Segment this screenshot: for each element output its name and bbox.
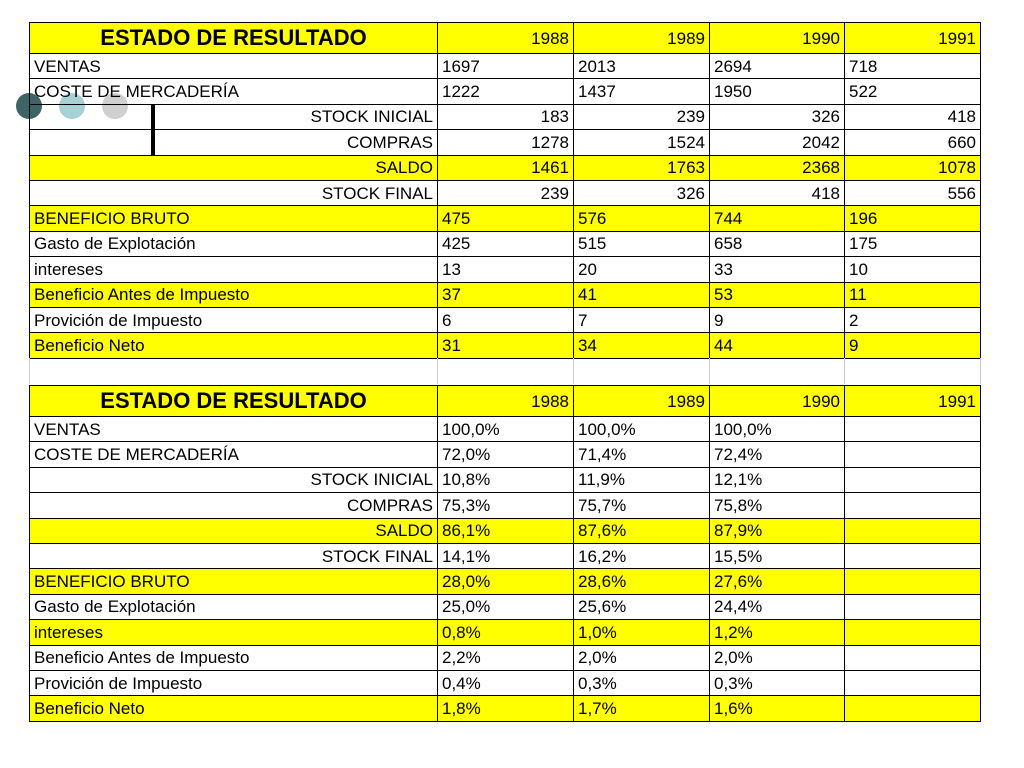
cell-value: 239 xyxy=(574,104,710,129)
row-label: Gasto de Explotación xyxy=(30,594,438,619)
table-row xyxy=(30,442,981,467)
table-row xyxy=(30,155,981,180)
cell-value xyxy=(845,493,981,518)
cell-value: 175 xyxy=(845,231,981,256)
row-label: Provición de Impuesto xyxy=(30,307,438,332)
cell-value: 28,6% xyxy=(574,569,710,594)
cell-value: 9 xyxy=(710,307,845,332)
cell-value: 31 xyxy=(438,333,574,358)
cell-value: 25,6% xyxy=(574,594,710,619)
cell-value: 2,0% xyxy=(574,645,710,670)
year-header: 1988 xyxy=(438,23,574,54)
cell-value: 72,0% xyxy=(438,442,574,467)
cell-value: 2 xyxy=(845,307,981,332)
table-row xyxy=(30,54,981,79)
cell-value: 15,5% xyxy=(710,543,845,568)
table-row xyxy=(30,257,981,282)
cell-value: 1524 xyxy=(574,130,710,155)
cell-value: 718 xyxy=(845,54,981,79)
cell-value: 100,0% xyxy=(710,417,845,442)
cell-value: 475 xyxy=(438,206,574,231)
cell-value: 0,8% xyxy=(438,620,574,645)
cell-value xyxy=(845,645,981,670)
cell-value: 1222 xyxy=(438,79,574,104)
table-row xyxy=(30,180,981,205)
cell-value xyxy=(845,543,981,568)
cell-value: 2694 xyxy=(710,54,845,79)
cell-value: 515 xyxy=(574,231,710,256)
cell-value: 660 xyxy=(845,130,981,155)
row-label: COSTE DE MERCADERÍA xyxy=(30,79,438,104)
table-title: ESTADO DE RESULTADO xyxy=(30,23,438,54)
cell-value: 0,3% xyxy=(574,670,710,695)
cell-value xyxy=(845,518,981,543)
spacer-row xyxy=(29,358,981,384)
row-label: SALDO xyxy=(30,518,438,543)
cell-value: 1763 xyxy=(574,155,710,180)
cell-value: 14,1% xyxy=(438,543,574,568)
cell-value: 6 xyxy=(438,307,574,332)
cell-value: 418 xyxy=(845,104,981,129)
cell-value: 75,3% xyxy=(438,493,574,518)
row-label: STOCK INICIAL xyxy=(30,467,438,492)
cell-value xyxy=(845,569,981,594)
cell-value: 0,3% xyxy=(710,670,845,695)
cell-value xyxy=(845,417,981,442)
cell-value: 1078 xyxy=(845,155,981,180)
cell-value: 7 xyxy=(574,307,710,332)
table-header-row xyxy=(30,23,981,54)
row-label: BENEFICIO BRUTO xyxy=(30,569,438,594)
cell-value: 183 xyxy=(438,104,574,129)
row-label: intereses xyxy=(30,620,438,645)
row-label: Beneficio Antes de Impuesto xyxy=(30,645,438,670)
cell-value: 44 xyxy=(710,333,845,358)
table-row xyxy=(30,206,981,231)
table-row xyxy=(30,594,981,619)
cell-value: 2013 xyxy=(574,54,710,79)
cell-value: 326 xyxy=(574,180,710,205)
cell-value: 1,8% xyxy=(438,696,574,721)
cell-value: 16,2% xyxy=(574,543,710,568)
cell-value: 11,9% xyxy=(574,467,710,492)
cell-value: 522 xyxy=(845,79,981,104)
cell-value: 12,1% xyxy=(710,467,845,492)
table-row xyxy=(30,696,981,721)
table-row xyxy=(30,417,981,442)
cell-value: 87,6% xyxy=(574,518,710,543)
cell-value: 75,7% xyxy=(574,493,710,518)
row-label: STOCK FINAL xyxy=(30,180,438,205)
table-row xyxy=(30,333,981,358)
year-header: 1991 xyxy=(845,386,981,417)
table-row xyxy=(30,467,981,492)
cell-value: 33 xyxy=(710,257,845,282)
row-label: STOCK INICIAL xyxy=(30,104,438,129)
cell-value: 425 xyxy=(438,231,574,256)
row-label: intereses xyxy=(30,257,438,282)
table-row xyxy=(30,307,981,332)
table-row xyxy=(30,518,981,543)
row-label: Beneficio Neto xyxy=(30,333,438,358)
cell-value: 1950 xyxy=(710,79,845,104)
cell-value: 1437 xyxy=(574,79,710,104)
table-row xyxy=(30,620,981,645)
row-label: STOCK FINAL xyxy=(30,543,438,568)
row-label: SALDO xyxy=(30,155,438,180)
table-row xyxy=(30,79,981,104)
row-label: Provición de Impuesto xyxy=(30,670,438,695)
table-row xyxy=(30,104,981,129)
cell-value: 11 xyxy=(845,282,981,307)
cell-value xyxy=(845,467,981,492)
cell-value: 27,6% xyxy=(710,569,845,594)
row-label: COMPRAS xyxy=(30,493,438,518)
cell-value: 28,0% xyxy=(438,569,574,594)
cell-value: 744 xyxy=(710,206,845,231)
year-header: 1989 xyxy=(574,386,710,417)
cell-value: 100,0% xyxy=(438,417,574,442)
cell-value: 326 xyxy=(710,104,845,129)
table-row xyxy=(30,493,981,518)
cell-value: 1461 xyxy=(438,155,574,180)
cell-value: 2,0% xyxy=(710,645,845,670)
cell-value: 2042 xyxy=(710,130,845,155)
cell-value: 24,4% xyxy=(710,594,845,619)
row-label: COMPRAS xyxy=(30,130,438,155)
cell-value: 0,4% xyxy=(438,670,574,695)
year-header: 1991 xyxy=(845,23,981,54)
year-header: 1989 xyxy=(574,23,710,54)
table-title: ESTADO DE RESULTADO xyxy=(30,386,438,417)
row-label: Gasto de Explotación xyxy=(30,231,438,256)
table-row xyxy=(30,231,981,256)
row-label: VENTAS xyxy=(30,417,438,442)
cell-value: 100,0% xyxy=(574,417,710,442)
cell-value: 1,2% xyxy=(710,620,845,645)
cell-value: 53 xyxy=(710,282,845,307)
cell-value: 25,0% xyxy=(438,594,574,619)
table-header-row xyxy=(30,386,981,417)
cell-value: 1,6% xyxy=(710,696,845,721)
year-header: 1990 xyxy=(710,386,845,417)
year-header: 1988 xyxy=(438,386,574,417)
cell-value xyxy=(845,696,981,721)
cell-value: 10,8% xyxy=(438,467,574,492)
year-header: 1990 xyxy=(710,23,845,54)
cell-value: 556 xyxy=(845,180,981,205)
table-row xyxy=(30,543,981,568)
cell-value xyxy=(845,670,981,695)
cell-value: 10 xyxy=(845,257,981,282)
cell-value: 37 xyxy=(438,282,574,307)
row-label: Beneficio Antes de Impuesto xyxy=(30,282,438,307)
cell-value: 2368 xyxy=(710,155,845,180)
cell-value xyxy=(845,594,981,619)
cell-value: 72,4% xyxy=(710,442,845,467)
cell-value: 196 xyxy=(845,206,981,231)
cell-value xyxy=(845,442,981,467)
income-statement-table xyxy=(29,22,981,359)
percentage-statement-table xyxy=(29,385,981,722)
cell-value xyxy=(845,620,981,645)
cell-value: 9 xyxy=(845,333,981,358)
table-row xyxy=(30,645,981,670)
cell-value: 13 xyxy=(438,257,574,282)
cell-value: 87,9% xyxy=(710,518,845,543)
cell-value: 1,7% xyxy=(574,696,710,721)
cell-value: 658 xyxy=(710,231,845,256)
table-row xyxy=(30,670,981,695)
row-label: BENEFICIO BRUTO xyxy=(30,206,438,231)
row-label: Beneficio Neto xyxy=(30,696,438,721)
cell-value: 1278 xyxy=(438,130,574,155)
cell-value: 576 xyxy=(574,206,710,231)
cell-value: 1,0% xyxy=(574,620,710,645)
cell-value: 2,2% xyxy=(438,645,574,670)
cell-value: 86,1% xyxy=(438,518,574,543)
cell-value: 20 xyxy=(574,257,710,282)
cell-value: 34 xyxy=(574,333,710,358)
cell-value: 1697 xyxy=(438,54,574,79)
table-row xyxy=(30,282,981,307)
table-row xyxy=(30,569,981,594)
row-label: COSTE DE MERCADERÍA xyxy=(30,442,438,467)
cell-value: 41 xyxy=(574,282,710,307)
row-label: VENTAS xyxy=(30,54,438,79)
subgroup-bracket xyxy=(151,104,155,156)
cell-value: 239 xyxy=(438,180,574,205)
cell-value: 418 xyxy=(710,180,845,205)
cell-value: 71,4% xyxy=(574,442,710,467)
table-row xyxy=(30,130,981,155)
cell-value: 75,8% xyxy=(710,493,845,518)
